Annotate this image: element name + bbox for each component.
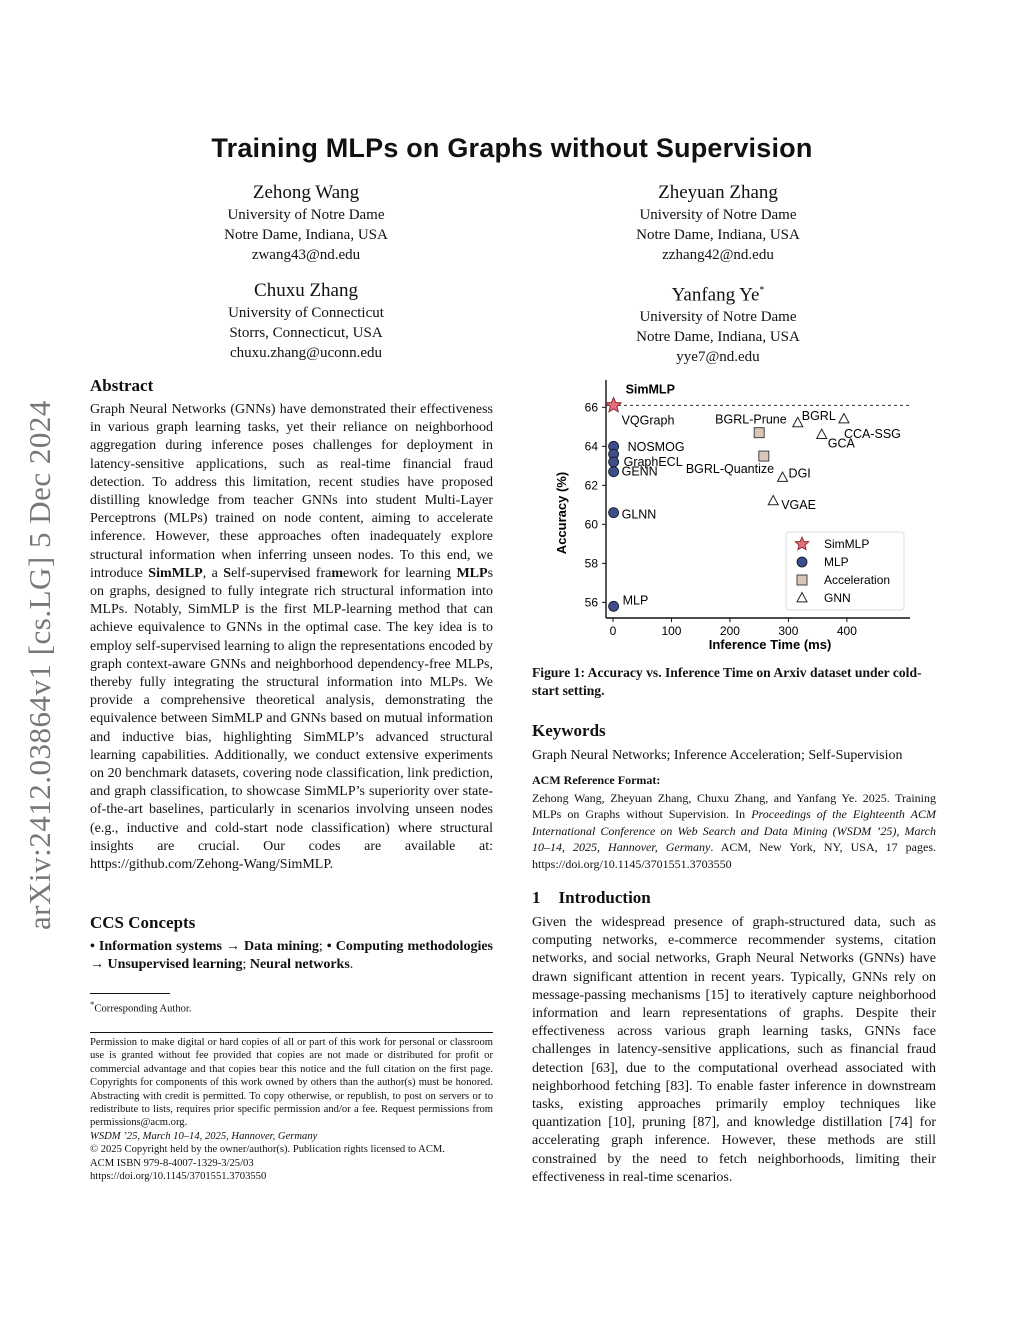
author-block [568, 181, 868, 265]
introduction-section [532, 888, 936, 1187]
y-tick-label: 62 [584, 478, 598, 493]
acm-reference-section [532, 773, 936, 872]
section-title: Introduction [558, 888, 651, 907]
abstract-heading: Abstract [90, 376, 154, 395]
copyright-line: © 2025 Copyright held by the owner/author(s). Publication rights licensed to ACM. [90, 1144, 445, 1156]
author-location: Storrs, Connecticut, USA [229, 325, 383, 341]
point-bgrl-prune [754, 428, 764, 438]
point-label-graphecl: GraphECL [623, 454, 683, 469]
y-tick-label: 56 [584, 595, 598, 610]
point-label-vgae: VGAE [781, 497, 816, 512]
accuracy-vs-time-chart [548, 372, 928, 652]
author-name: Chuxu Zhang [254, 280, 358, 301]
point-simmlp [606, 397, 621, 411]
point-label-gca: GCA [827, 436, 855, 451]
figure-1 [548, 372, 928, 652]
keywords-text: Graph Neural Networks; Inference Acceleration; Self-Supervision [532, 748, 903, 763]
x-tick-label: 400 [836, 624, 857, 638]
point-label-vqgraph: VQGraph [621, 413, 675, 428]
permission-text: Permission to make digital or hard copies of all or part of this work for personal or classroom use is granted without fee provided that copies are not made or distributed for profit or commercial advantage and that copies bear this notice and the full citation on the first page. Copyrights for components of this work owned by others than the author(s) must be honored. Abstracting with credit is permitted. To copy otherwise, or republish, to post on servers or to redistribute to lists, requires prior specific permission and/or a fee. Request permissions from permissions@acm.org. [90, 1037, 493, 1129]
x-tick-label: 300 [778, 624, 799, 638]
x-axis-label: Inference Time (ms) [708, 637, 832, 652]
footnote-rule [90, 993, 170, 994]
point-label-cca-ssg: CCA-SSG [843, 427, 901, 442]
y-tick-label: 58 [584, 556, 598, 571]
point-label-glnn: GLNN [621, 507, 657, 522]
figure-caption: Figure 1: Accuracy vs. Inference Time on Arxiv dataset under cold-start setting. [532, 665, 922, 698]
permission-block [90, 1036, 493, 1183]
author-block [568, 279, 868, 367]
footnote-mark: * [90, 999, 95, 1009]
legend-label-gnn: GNN [824, 591, 851, 605]
keywords-section [532, 721, 936, 765]
point-label-mlp: MLP [622, 593, 649, 608]
footnote: *Corresponding Author. [90, 999, 192, 1015]
point-label-nosmog: NOSMOG [627, 440, 685, 455]
arxiv-identifier: arXiv:2412.03864v1 [cs.LG] 5 Dec 2024 [22, 400, 57, 930]
abstract-section [90, 376, 493, 874]
introduction-text: Given the widespread presence of graph-structured data, such as computing networks, e-commerce recommender systems, citation networks, and social networks, Graph Neural Networks (GNNs) have drawn significant attention in recent years. Typically, GNNs rely on message-passing mechanisms [15] to iteratively capture neighborhood information and learn representations of graphs. Despite their effectiveness across various graph learning tasks, GNNs face challenges in latency-sensitive applications, such as financial fraud detection [63], due to the computational overhead associated with neighborhood fetching [83]. To enable faster inference in downstream tasks, existing approaches primarily employ techniques like quantization [10], pruning [87], and knowledge distillation [74] for accelerating graph inference. However, these methods are still constrained by the need to fetch neighborhoods, limiting their effectiveness in real-time scenarios. [532, 915, 936, 1185]
point-cca-ssg [839, 414, 849, 423]
x-tick-label: 100 [661, 624, 682, 638]
point-label-dgi: DGI [788, 466, 811, 481]
ccs-concepts-section [90, 913, 493, 974]
acm-reference-heading: ACM Reference Format: [532, 773, 661, 787]
legend-label-simmlp: SimMLP [824, 537, 870, 551]
ccs-text: • Information systems → Data mining; • Computing methodologies → Unsupervised learning; Neural networks. [90, 939, 494, 973]
point-label-bgrl-prune: BGRL-Prune [715, 412, 787, 427]
author-location: Notre Dame, Indiana, USA [636, 329, 800, 346]
legend-marker-mlp [797, 557, 807, 567]
author-name: Zehong Wang [252, 182, 360, 203]
point-label-bgrl: BGRL [801, 408, 836, 423]
author-block [156, 181, 456, 265]
point-graphecl [609, 457, 619, 467]
legend-label-acceleration: Acceleration [824, 573, 891, 587]
point-glnn [609, 508, 619, 518]
introduction-heading [532, 888, 936, 908]
x-tick-label: 200 [719, 624, 740, 638]
paper-title: Training MLPs on Graphs without Supervision [211, 133, 813, 163]
author-block [156, 279, 456, 363]
author-affiliation: University of Connecticut [228, 305, 384, 321]
author-footnote-mark: * [759, 285, 765, 296]
point-gca [817, 429, 827, 438]
legend-marker-acceleration [797, 575, 807, 585]
abstract-text: Graph Neural Networks (GNNs) have demonstrated their effectiveness in various graph learning tasks, yet their reliance on neighborhood aggregation during inference poses challenges for deployment in latency-sensitive applications, such as real-time financial fraud detection. To address this limitation, recent studies have proposed distilling knowledge from teacher GNNs into student Multi-Layer Perceptrons (MLPs) trained on node content, aiming to accelerate inference. However, these approaches often inadequately explore structural information when inferring unseen nodes. To this end, we introduce SimMLP, a Self-supervised framework for learning MLPs on graphs, designed to fully integrate rich structural information into MLPs. Notably, SimMLP is the first MLP-learning method that can achieve equivalence to GNNs in the optimal case. The key idea is to employ self-supervised learning to align the representations encoded by graph context-aware GNNs and neighborhood dependency-free MLPs, thereby fully integrating the structural information into MLPs. We provide a comprehensive theoretical analysis, demonstrating the equivalence between SimMLP and GNNs based on mutual information and inductive bias, highlighting SimMLP’s advanced structural learning capabilities. Additionally, we conduct extensive experiments on 20 benchmark datasets, covering node classification, link prediction, and graph classification, to showcase SimMLP’s superiority over state-of-the-art baselines, particularly in scenarios involving unseen nodes (e.g., inductive and cold-start node classification) where structural insights are crucial. Our codes are available at: https://github.com/Zehong-Wang/SimMLP. [90, 402, 494, 873]
author-affiliation: University of Notre Dame [639, 207, 797, 223]
isbn-line: ACM ISBN 979-8-4007-1329-3/25/03 [90, 1157, 254, 1169]
y-tick-label: 64 [584, 439, 598, 454]
x-tick-label: 0 [609, 624, 617, 638]
legend-label-mlp: MLP [824, 555, 849, 569]
ccs-heading: CCS Concepts [90, 913, 196, 932]
point-dgi [778, 472, 788, 481]
author-location: Notre Dame, Indiana, USA [636, 227, 800, 243]
author-affiliation: University of Notre Dame [227, 207, 385, 223]
acm-reference-text: Zehong Wang, Zheyuan Zhang, Chuxu Zhang, and Yanfang Ye. 2025. Training MLPs on Graphs without Supervision. In Proceedings of the Eighteenth ACM International Conference on Web Search and Data Mining (WSDM ’25), March 10–14, 2025, Hannover, Germany. ACM, New York, NY, USA, 17 pages. https://doi.org/10.1145/3701551.3703550 [532, 791, 937, 871]
section-number: 1 [532, 888, 541, 907]
y-axis-label: Accuracy (%) [554, 471, 569, 555]
point-bgrl-quantize [759, 451, 769, 461]
author-affiliation: University of Notre Dame [639, 309, 797, 326]
y-tick-label: 66 [584, 400, 598, 415]
point-mlp [609, 601, 619, 611]
permission-rule [90, 1032, 493, 1033]
point-label-genn: GENN [621, 464, 658, 479]
author-location: Notre Dame, Indiana, USA [224, 227, 388, 243]
author-email: zwang43@nd.edu [251, 247, 361, 263]
point-vgae [768, 495, 778, 504]
arxiv-sidebar [22, 400, 72, 970]
author-email: zzhang42@nd.edu [662, 247, 774, 263]
author-email: yye7@nd.edu [676, 349, 760, 366]
point-genn [609, 467, 619, 477]
venue-line: WSDM ’25, March 10–14, 2025, Hannover, Germany [90, 1130, 318, 1142]
author-name: Yanfang Ye* [671, 284, 765, 306]
keywords-heading: Keywords [532, 721, 606, 740]
y-tick-label: 60 [584, 517, 598, 532]
doi-line[interactable]: https://doi.org/10.1145/3701551.3703550 [90, 1171, 267, 1183]
author-name: Zheyuan Zhang [658, 182, 778, 203]
point-label-bgrl-quantize: BGRL-Quantize [685, 462, 775, 477]
point-label-simmlp: SimMLP [625, 382, 675, 397]
author-email: chuxu.zhang@uconn.edu [229, 345, 383, 361]
